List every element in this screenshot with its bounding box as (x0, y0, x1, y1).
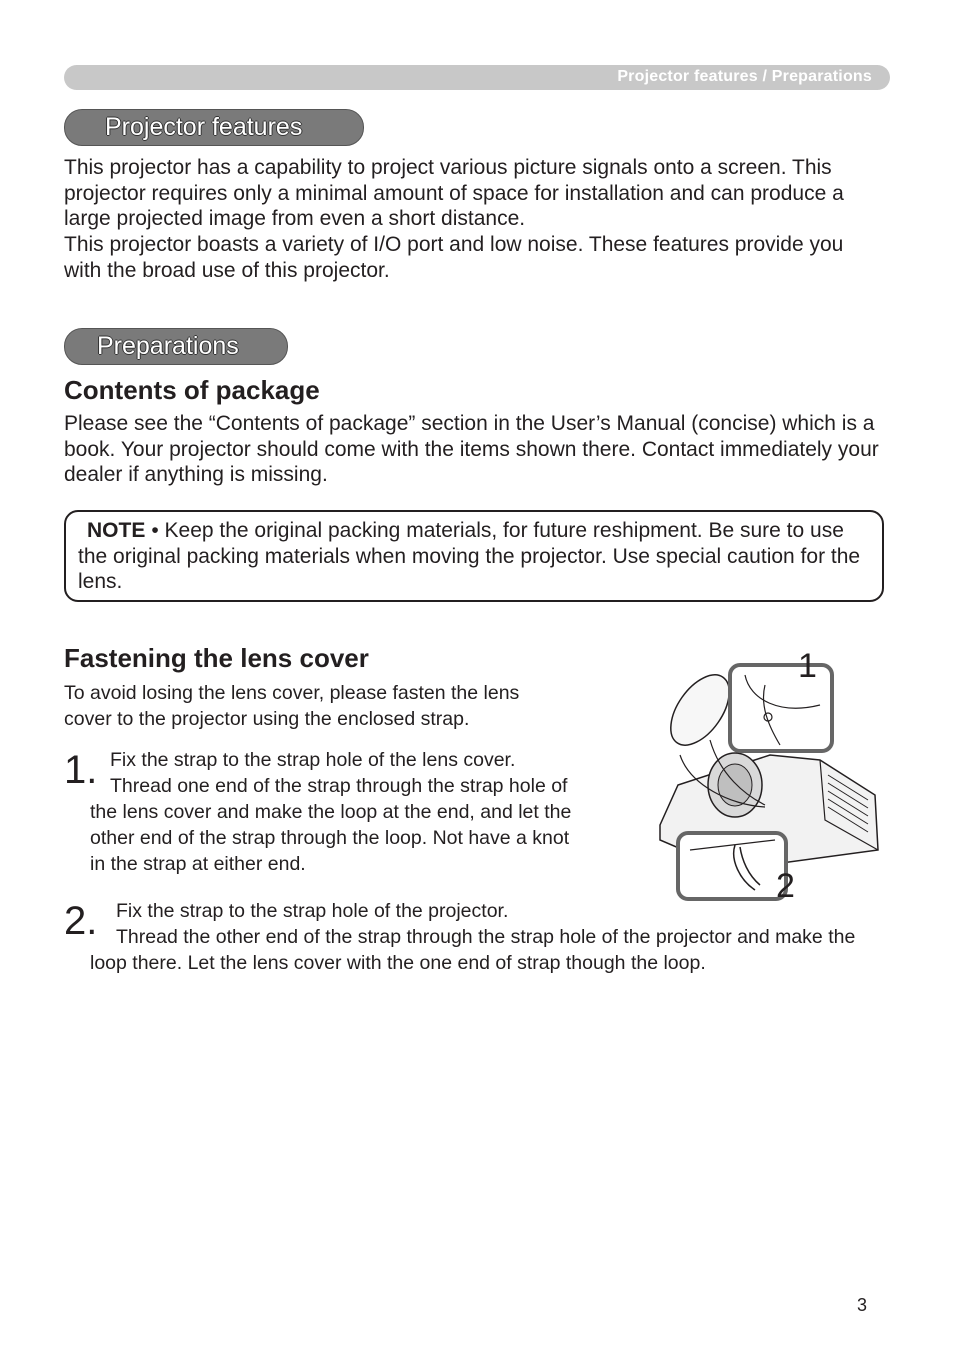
header-bar (64, 65, 890, 90)
note-label: NOTE (87, 519, 146, 542)
page-number: 3 (857, 1295, 868, 1315)
header-title: Projector features / Preparations (617, 68, 872, 85)
step-2-body: Thread the other end of the strap through the strap hole of the projector and make the loop there. Let the lens cover with the one end of strap though the loop. (90, 926, 856, 974)
callout-number-1: 1 (798, 647, 817, 685)
projector-strap-drawing (650, 645, 890, 905)
features-paragraph-2: This projector boasts a variety of I/O port and low noise. These features provide you with the broad use of this projector. (64, 233, 844, 282)
section-pill-label: Projector features (105, 113, 303, 141)
callout-number-2: 2 (776, 867, 795, 905)
note-box (64, 510, 884, 602)
section-pill-projector-features (64, 109, 364, 146)
note-text-block (78, 518, 878, 595)
step-2-title: Fix the strap to the strap hole of the projector. (116, 900, 509, 922)
lens-cover-heading: Fastening the lens cover (64, 643, 369, 673)
lens-cover-intro: To avoid losing the lens cover, please fasten the lens cover to the projector using the enclosed strap. (64, 682, 520, 730)
section-pill-label: Preparations (97, 332, 239, 360)
contents-heading: Contents of package (64, 375, 320, 405)
step-number-1: 1. (64, 748, 98, 792)
lens-cover-illustration (650, 645, 890, 905)
step-number-2: 2. (64, 899, 98, 943)
step-1-body: Thread one end of the strap through the strap hole of the lens cover and make the loop at the end, and let the other end of the strap through the loop. Not have a knot in the strap at either end. (90, 775, 572, 875)
step-1-title: Fix the strap to the strap hole of the lens cover. (110, 749, 516, 771)
features-paragraph-1: This projector has a capability to project various picture signals onto a screen. This projector requires only a minimal amount of space for installation and can produce a large projected image from even a short distance. (64, 156, 844, 230)
note-text: • Keep the original packing materials, for future reshipment. Be sure to use the original packing materials when moving the projector. Use special caution for the lens. (78, 519, 861, 593)
contents-paragraph: Please see the “Contents of package” section in the User’s Manual (concise) which is a book. Your projector should come with the items shown there. Contact immediately your dealer if anything is missing. (64, 412, 879, 486)
section-pill-preparations (64, 328, 288, 365)
